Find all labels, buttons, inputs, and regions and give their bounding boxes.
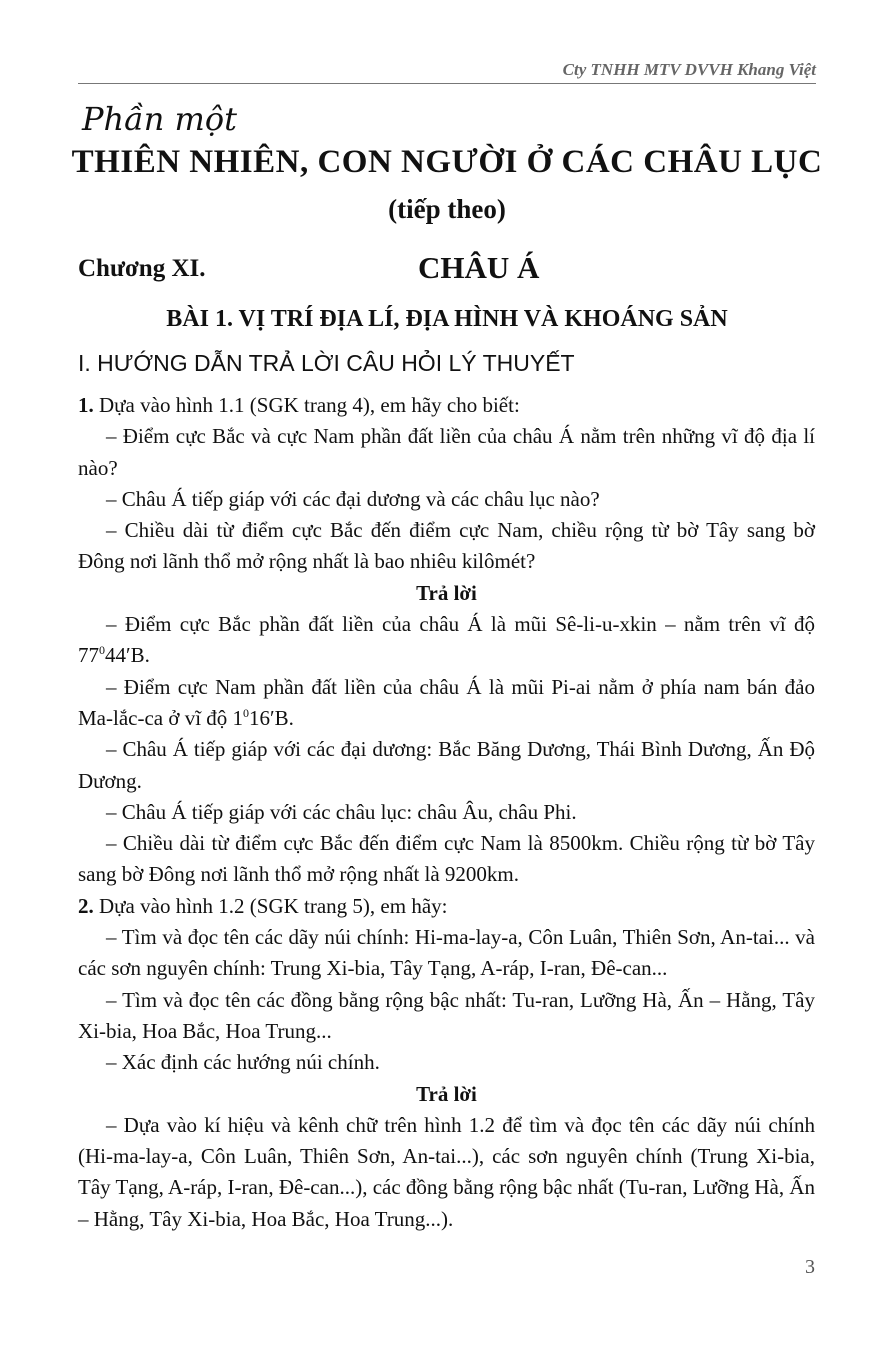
question-item: – Tìm và đọc tên các dãy núi chính: Hi-ma-lay-a, Côn Luân, Thiên Sơn, An-tai... và các sơn nguyên chính: Trung Xi-bia, Tây Tạng, A-ráp, I-ran, Đê-can...: [78, 925, 815, 981]
answer-item: – Dựa vào kí hiệu và kênh chữ trên hình 1.2 để tìm và đọc tên các dãy núi chính (Hi-ma-lay-a, Côn Luân, Thiên Sơn, An-tai...), các sơn nguyên chính (Trung Xi-bia, Tây Tạng, A-ráp, I-ran, Đê-can...), các đồng bằng rộng bậc nhất (Tu-ran, Lưỡng Hà, Ấn – Hằng, Tây Xi-bia, Hoa Bắc, Hoa Trung...).: [78, 1112, 815, 1231]
degree-mark: 0: [243, 705, 250, 720]
chapter-name: CHÂU Á: [418, 250, 540, 285]
question-item: – Châu Á tiếp giáp với các đại dương và các châu lục nào?: [106, 486, 600, 511]
answer-item: [78, 609, 815, 672]
lesson-title: BÀI 1. VỊ TRÍ ĐỊA LÍ, ĐỊA HÌNH VÀ KHOÁNG SẢN: [166, 306, 728, 332]
degree-mark: 0: [99, 643, 105, 658]
answer-text: 44ʹB.: [105, 643, 150, 668]
question-item: – Tìm và đọc tên các đồng bằng rộng bậc nhất: Tu-ran, Lưỡng Hà, Ấn – Hằng, Tây Xi-bia, Hoa Bắc, Hoa Trung...: [78, 987, 815, 1043]
answer-text: – Điểm cực Bắc phần đất liền của châu Á là mũi Sê-li-u-xkin – nằm trên vĩ độ 77: [78, 612, 815, 668]
question-item: – Chiều dài từ điểm cực Bắc đến điểm cực Nam, chiều rộng từ bờ Tây sang bờ Đông nơi lãnh thổ mở rộng nhất là bao nhiêu kilômét?: [78, 518, 815, 574]
answer-heading: Trả lời: [416, 580, 477, 605]
question-item: – Xác định các hướng núi chính.: [106, 1050, 380, 1075]
main-title: THIÊN NHIÊN, CON NGƯỜI Ở CÁC CHÂU LỤC: [71, 144, 823, 180]
question-text: Dựa vào hình 1.2 (SGK trang 5), em hãy:: [93, 893, 448, 918]
running-header: [78, 60, 816, 84]
answer-item: – Châu Á tiếp giáp với các đại dương: Bắc Băng Dương, Thái Bình Dương, Ấn Độ Dương.: [78, 737, 815, 793]
answer-text: – Điểm cực Nam phần đất liền của châu Á là mũi Pi-ai nằm ở phía nam bán đảo Ma-lắc-ca ở vĩ độ 1: [78, 674, 815, 730]
publisher-name: Cty TNHH MTV DVVH Khang Việt: [562, 60, 816, 79]
answer-heading: Trả lời: [416, 1081, 477, 1106]
question-1: [78, 390, 815, 421]
question-text: Dựa vào hình 1.1 (SGK trang 4), em hãy cho biết:: [93, 393, 520, 417]
question-number: 1.: [78, 393, 94, 417]
part-label: Phần một: [82, 100, 237, 138]
subtitle: (tiếp theo): [388, 194, 506, 224]
question-2: [78, 891, 815, 922]
question-number: 2.: [78, 893, 94, 918]
page-number: 3: [805, 1256, 815, 1278]
answer-item: [78, 672, 815, 735]
question-item: – Điểm cực Bắc và cực Nam phần đất liền của châu Á nằm trên những vĩ độ địa lí nào?: [78, 424, 815, 480]
chapter-label: Chương XI.: [78, 255, 206, 282]
section-heading: I. HƯỚNG DẪN TRẢ LỜI CÂU HỎI LÝ THUYẾT: [78, 350, 575, 376]
answer-item: – Chiều dài từ điểm cực Bắc đến điểm cực Nam là 8500km. Chiều rộng từ bờ Tây sang bờ Đông nơi lãnh thổ mở rộng nhất là 9200km.: [78, 831, 815, 887]
body-text: [78, 390, 815, 1235]
answer-text: 16ʹB.: [249, 705, 294, 730]
answer-item: – Châu Á tiếp giáp với các châu lục: châu Âu, châu Phi.: [106, 799, 577, 824]
